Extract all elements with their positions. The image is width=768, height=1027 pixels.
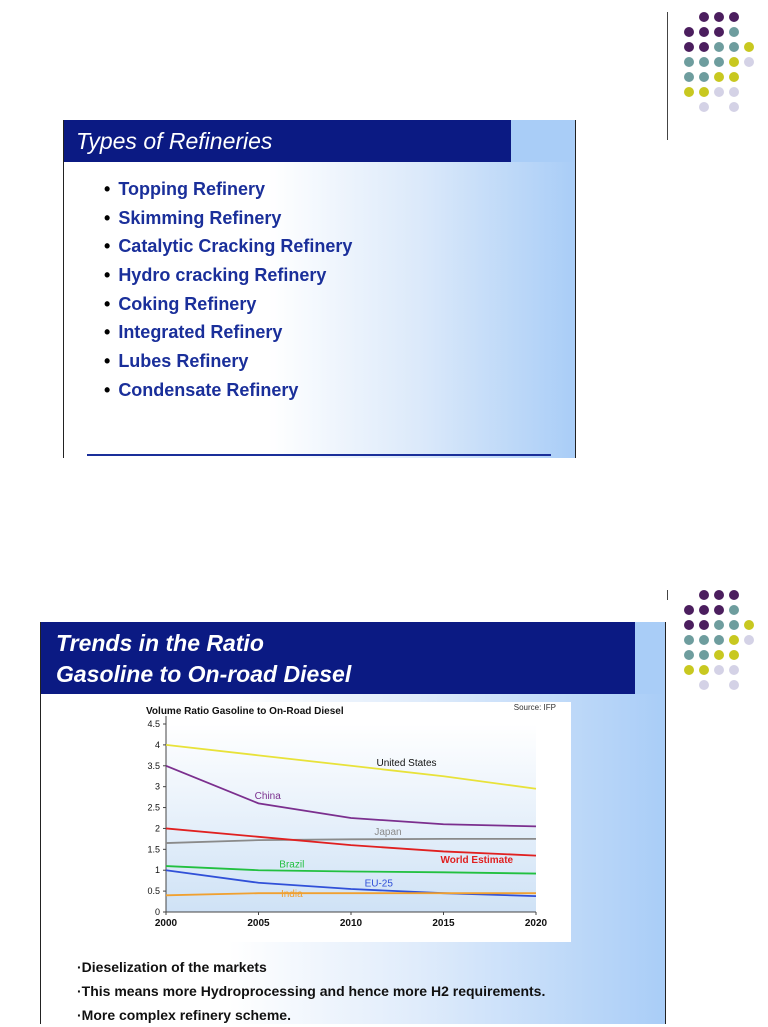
series-label: EU-25 <box>364 878 393 890</box>
list-item-label: Coking Refinery <box>118 293 257 314</box>
bullet-glyph: • <box>104 236 111 257</box>
y-tick-label: 2.5 <box>147 802 160 813</box>
decorative-dot <box>729 635 739 645</box>
title-bar-fill <box>511 120 575 162</box>
decorative-dot <box>729 72 739 82</box>
decorative-dot <box>714 605 724 615</box>
decorative-dot <box>684 635 694 645</box>
series-label: United States <box>376 758 437 770</box>
title-bar-fill <box>635 622 665 694</box>
decorative-vertical-rule-top <box>667 12 668 140</box>
list-item-label: Lubes Refinery <box>118 351 249 372</box>
x-tick-label: 2005 <box>247 918 270 929</box>
decorative-dot <box>729 87 739 97</box>
chart-title: Volume Ratio Gasoline to On-Road Diesel <box>146 706 344 717</box>
decorative-dot <box>729 605 739 615</box>
decorative-dot <box>684 620 694 630</box>
bullet-glyph: • <box>104 379 111 400</box>
decorative-dot <box>729 665 739 675</box>
series-label: Brazil <box>279 859 305 871</box>
decorative-dots-bottom <box>684 590 754 700</box>
decorative-dot <box>699 72 709 82</box>
list-item <box>104 376 352 405</box>
y-tick-label: 0.5 <box>147 886 160 897</box>
decorative-dot <box>684 605 694 615</box>
decorative-dot <box>744 57 754 67</box>
decorative-dot <box>699 665 709 675</box>
decorative-dot <box>744 620 754 630</box>
list-item-label: Condensate Refinery <box>118 379 299 400</box>
slide-types-of-refineries <box>63 120 576 458</box>
decorative-dot <box>699 42 709 52</box>
series-label: China <box>254 790 281 802</box>
y-tick-label: 1.5 <box>147 844 160 855</box>
decorative-dot <box>684 650 694 660</box>
note-item: ·Dieselization of the markets <box>77 959 267 975</box>
line-chart-panel <box>121 702 571 942</box>
decorative-dot <box>684 57 694 67</box>
y-tick-label: 2 <box>154 823 160 834</box>
note-item: ·More complex refinery scheme. <box>77 1007 291 1023</box>
decorative-dot <box>744 635 754 645</box>
y-tick-label: 1 <box>154 865 160 876</box>
decorative-dot <box>684 87 694 97</box>
y-tick-label: 3.5 <box>147 760 160 771</box>
slide-notes <box>77 955 545 1027</box>
decorative-dot <box>729 12 739 22</box>
decorative-dot <box>714 57 724 67</box>
decorative-dot <box>729 57 739 67</box>
decorative-dot <box>684 42 694 52</box>
list-item-label: Catalytic Cracking Refinery <box>118 236 353 257</box>
slide-title-line2: Gasoline to On-road Diesel <box>56 661 352 687</box>
decorative-dot <box>744 42 754 52</box>
bullet-glyph: • <box>104 322 111 343</box>
slide-bottom-rule <box>87 454 551 456</box>
decorative-dot <box>684 72 694 82</box>
list-item <box>104 232 352 261</box>
decorative-dot <box>699 87 709 97</box>
x-tick-label: 2015 <box>432 918 455 929</box>
decorative-dot <box>714 27 724 37</box>
list-item <box>104 175 352 204</box>
chart-source: Source: IFP <box>513 703 556 712</box>
x-tick-label: 2020 <box>524 918 548 929</box>
decorative-dot <box>729 620 739 630</box>
slide-title-line1: Trends in the Ratio <box>56 630 264 656</box>
y-tick-label: 0 <box>154 907 160 917</box>
decorative-dot <box>684 665 694 675</box>
decorative-dot <box>714 635 724 645</box>
decorative-dot <box>714 72 724 82</box>
decorative-dot <box>714 42 724 52</box>
decorative-dot <box>729 102 739 112</box>
series-label: India <box>280 889 303 901</box>
note-item: ·This means more Hydroprocessing and hence more H2 requirements. <box>77 983 546 999</box>
series-label: Japan <box>374 827 402 839</box>
list-item <box>104 261 352 290</box>
list-item <box>104 204 352 233</box>
list-item-label: Topping Refinery <box>118 179 265 199</box>
decorative-dot <box>699 57 709 67</box>
decorative-dot <box>699 605 709 615</box>
slide-title <box>41 622 635 694</box>
decorative-dot <box>699 590 709 600</box>
decorative-dot <box>714 590 724 600</box>
decorative-dot <box>714 87 724 97</box>
decorative-dot <box>729 42 739 52</box>
line-chart <box>121 702 571 942</box>
decorative-vertical-rule-bottom <box>667 590 668 600</box>
decorative-dot <box>699 680 709 690</box>
y-tick-label: 3 <box>154 781 160 792</box>
bullet-glyph: • <box>104 351 111 372</box>
decorative-dot <box>699 620 709 630</box>
x-tick-label: 2010 <box>339 918 363 929</box>
list-item-label: Skimming Refinery <box>118 207 282 228</box>
decorative-dot <box>714 12 724 22</box>
decorative-dots-top <box>684 12 754 122</box>
list-item <box>104 318 352 347</box>
refinery-type-list <box>104 175 352 405</box>
decorative-dot <box>714 665 724 675</box>
decorative-dot <box>714 650 724 660</box>
decorative-dot <box>729 680 739 690</box>
series-label: World Estimate <box>440 854 514 866</box>
y-tick-label: 4.5 <box>147 719 160 729</box>
list-item-label: Hydro cracking Refinery <box>118 265 327 286</box>
decorative-dot <box>729 650 739 660</box>
decorative-dot <box>699 650 709 660</box>
list-item <box>104 347 352 376</box>
bullet-glyph: • <box>104 207 111 228</box>
decorative-dot <box>699 102 709 112</box>
slide-ratio-trends <box>40 622 666 1024</box>
bullet-glyph: • <box>104 179 111 199</box>
decorative-dot <box>699 12 709 22</box>
y-tick-label: 4 <box>154 739 160 750</box>
bullet-glyph: • <box>104 293 111 314</box>
decorative-dot <box>729 27 739 37</box>
decorative-dot <box>699 635 709 645</box>
slide-title: Types of Refineries <box>64 120 511 162</box>
decorative-dot <box>684 27 694 37</box>
decorative-dot <box>714 620 724 630</box>
list-item-label: Integrated Refinery <box>118 322 283 343</box>
decorative-dot <box>729 590 739 600</box>
x-tick-label: 2000 <box>154 918 178 929</box>
decorative-dot <box>699 27 709 37</box>
list-item <box>104 290 352 319</box>
bullet-glyph: • <box>104 265 111 286</box>
